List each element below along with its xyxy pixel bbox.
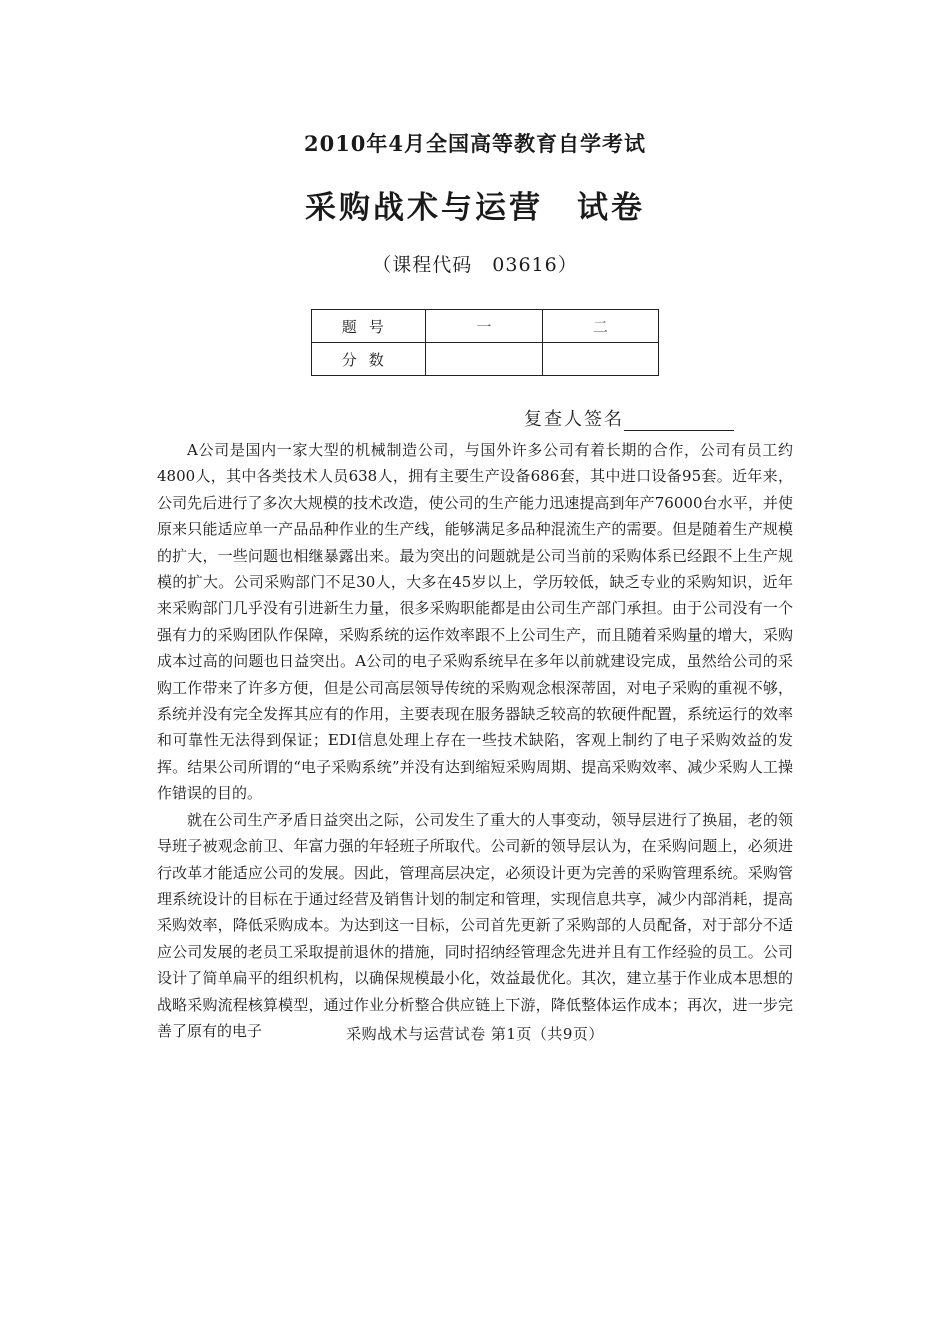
question-number-label: 题号 bbox=[312, 310, 426, 343]
exam-title: 采购战术与运营 试卷 bbox=[305, 190, 645, 226]
question-column-2: 二 bbox=[542, 310, 658, 343]
question-column-1: 一 bbox=[426, 310, 542, 343]
page-footer: 采购战术与运营试卷 第1页（共9页） bbox=[346, 1025, 604, 1043]
exam-header: 2010年4月全国高等教育自学考试 bbox=[303, 131, 647, 156]
score-table bbox=[311, 309, 659, 376]
signature-line bbox=[624, 412, 734, 431]
score-cell-2 bbox=[542, 343, 658, 376]
score-label: 分数 bbox=[312, 343, 426, 376]
reviewer-signature-label: 复查人签名 bbox=[524, 409, 624, 430]
score-table-row-score bbox=[312, 343, 659, 376]
case-paragraph-2: 就在公司生产矛盾日益突出之际，公司发生了重大的人事变动，领导层进行了换届，老的领导班子被观念前卫、年富力强的年轻班子所取代。公司新的领导层认为，在采购问题上，必须进行改革才能适应公司的发展。因此，管理高层决定，必须设计更为完善的采购管理系统。采购管理系统设计的目标在于通过经营及销售计划的制定和管理，实现信息共享，减少内部消耗，提高采购效率，降低采购成本。为达到这一目标，公司首先更新了采购部的人员配备，对于部分不适应公司发展的老员工采取提前退休的措施，同时招纳经管理念先进并且有工作经验的员工。公司设计了简单扁平的组织机构，以确保规模最小化，效益最优化。其次，建立基于作业成本思想的战略采购流程核算模型，通过作业分析整合供应链上下游，降低整体运作成本；再次，进一步完善了原有的电子 bbox=[157, 810, 793, 1040]
case-paragraph-1: A公司是国内一家大型的机械制造公司，与国外许多公司有着长期的合作，公司有员工约4800人，其中各类技术人员638人，拥有主要生产设备686套，其中进口设备95套。近年来，公司先后进行了多次大规模的技术改造，使公司的生产能力迅速提高到年产76000台水平，并使原来只能适应单一产品品种作业的生产线，能够满足多品种混流生产的需要。但是随着生产规模的扩大，一些问题也相继暴露出来。最为突出的问题就是公司当前的采购体系已经跟不上生产规模的扩大。公司采购部门不足30人，大多在45岁以上，学历较低，缺乏专业的采购知识，近年来采购部门几乎没有引进新生力量，很多采购职能都是由公司生产部门承担。由于公司没有一个强有力的采购团队作保障，采购系统的运作效率跟不上公司生产，而且随着采购量的增大，采购成本过高的问题也日益突出。A公司的电子采购系统早在多年以前就建设完成，虽然给公司的采购工作带来了许多方便，但是公司高层领导传统的采购观念根深蒂固，对电子采购的重视不够，系统并没有完全发挥其应有的作用，主要表现在服务器缺乏较高的软硬件配置，系统运行的效率和可靠性无法得到保证；EDI信息处理上存在一些技术缺陷，客观上制约了电子采购效益的发挥。结果公司所谓的“电子采购系统”并没有达到缩短采购周期、提高采购效率、减少采购人工操作错误的目的。 bbox=[157, 441, 793, 803]
reviewer-signature bbox=[524, 405, 734, 431]
score-table-row-question bbox=[312, 310, 659, 343]
case-text bbox=[157, 437, 793, 1044]
score-cell-1 bbox=[426, 343, 542, 376]
course-code: （课程代码 03616） bbox=[372, 254, 578, 276]
